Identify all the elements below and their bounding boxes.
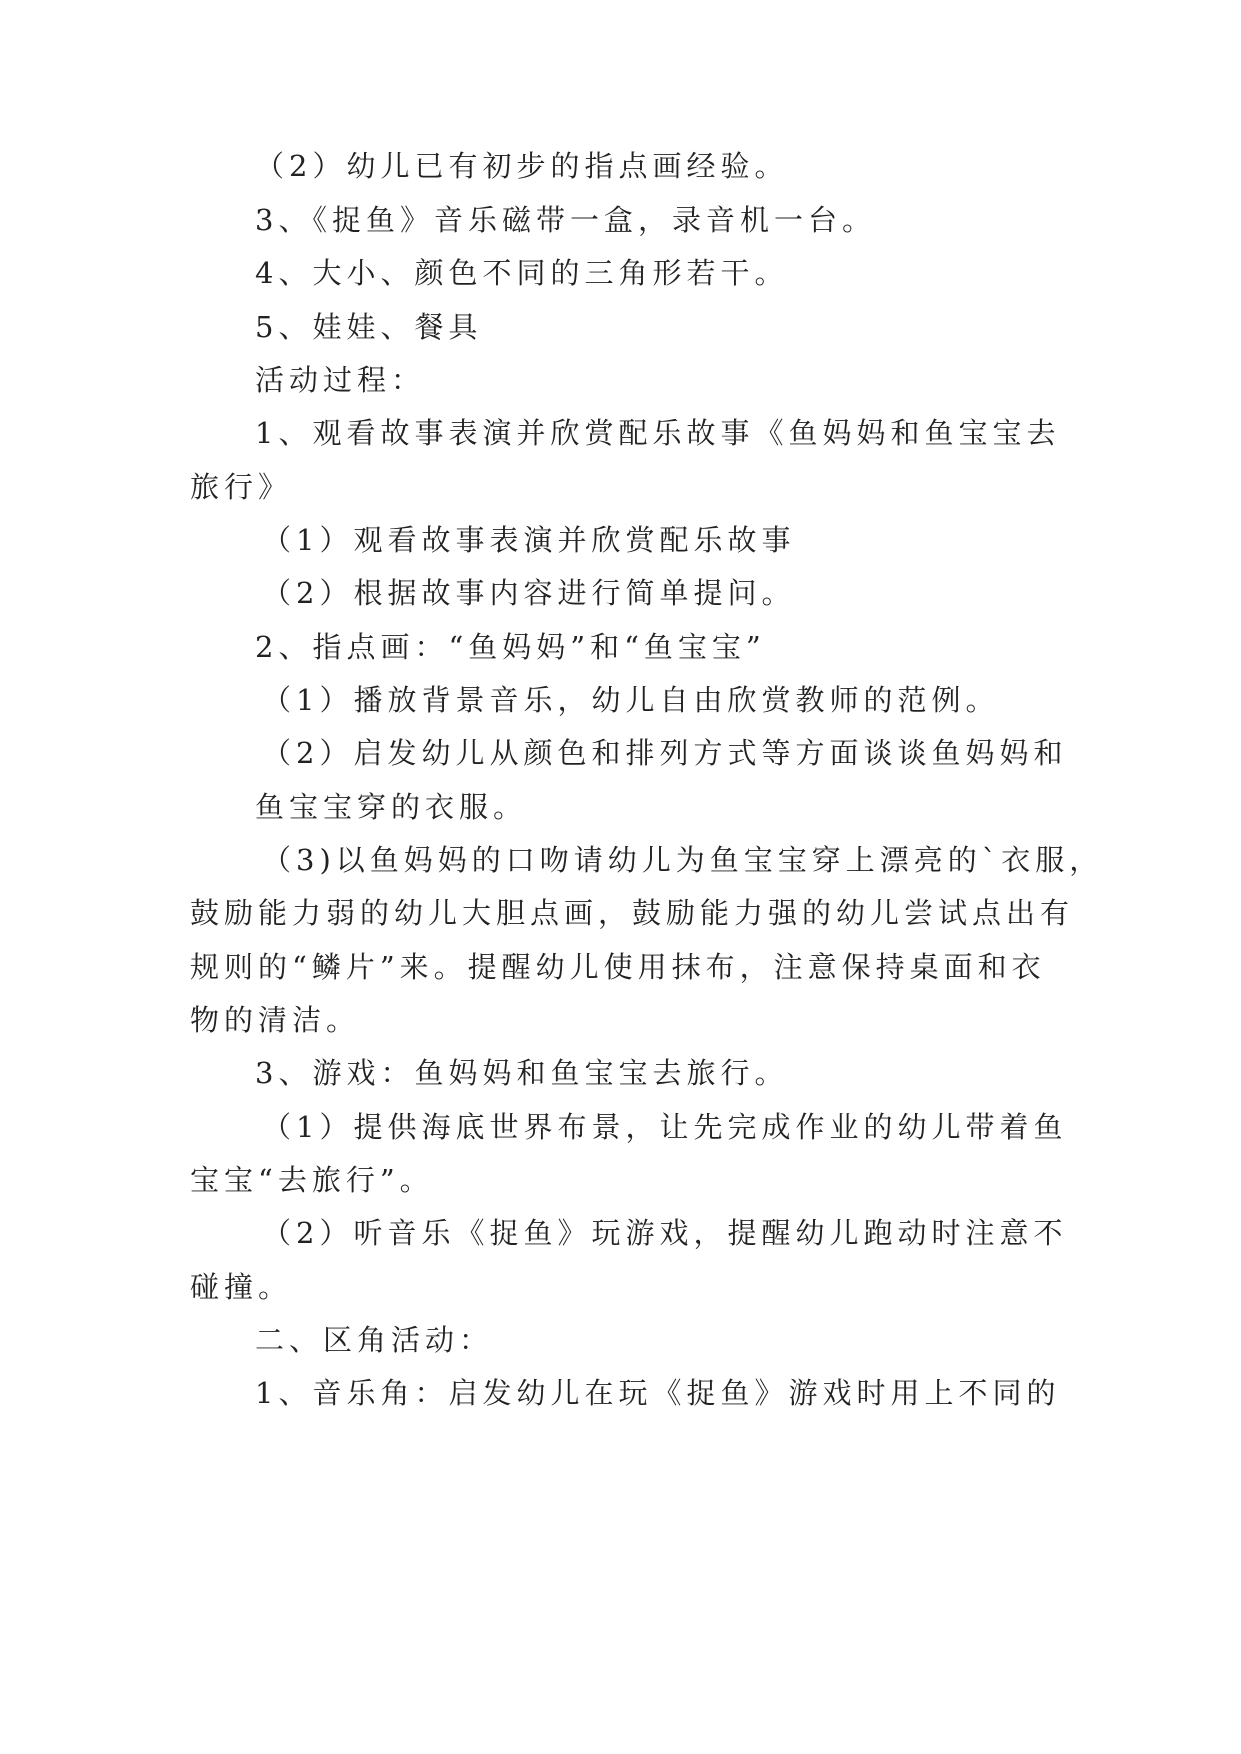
text-line: 活动过程： — [255, 363, 426, 397]
text-line: 碰撞。 — [190, 1270, 293, 1304]
text-line: 5、娃娃、餐具 — [255, 310, 483, 344]
text-line: 宝宝“去旅行”。 — [190, 1163, 434, 1197]
text-line: （2）根据故事内容进行简单提问。 — [262, 576, 796, 610]
text-line: （1）提供海底世界布景，让先完成作业的幼儿带着鱼 — [262, 1110, 1068, 1144]
text-line: 2、指点画：“鱼妈妈”和“鱼宝宝” — [255, 630, 766, 664]
text-line: 物的清洁。 — [190, 1003, 361, 1037]
text-line: （2）幼儿已有初步的指点画经验。 — [255, 149, 789, 183]
text-line: 1、观看故事表演并欣赏配乐故事《鱼妈妈和鱼宝宝去 — [255, 416, 1061, 450]
text-line: （3)以鱼妈妈的口吻请幼儿为鱼宝宝穿上漂亮的`衣服， — [262, 843, 1104, 877]
text-line: （1）播放背景音乐，幼儿自由欣赏教师的范例。 — [262, 683, 1000, 717]
text-line: 规则的“鳞片”来。提醒幼儿使用抹布，注意保持桌面和衣 — [190, 950, 1046, 984]
text-line: 3、《捉鱼》音乐磁带一盒，录音机一台。 — [255, 203, 876, 237]
text-line: 旅行》 — [190, 470, 293, 504]
text-line: 鱼宝宝穿的衣服。 — [255, 790, 528, 824]
text-line: （2）听音乐《捉鱼》玩游戏，提醒幼儿跑动时注意不 — [262, 1216, 1068, 1250]
text-line: 二、区角活动： — [255, 1323, 494, 1357]
text-line: 鼓励能力弱的幼儿大胆点画，鼓励能力强的幼儿尝试点出有 — [190, 896, 1075, 930]
text-line: 1、音乐角：启发幼儿在玩《捉鱼》游戏时用上不同的 — [255, 1376, 1061, 1410]
text-line: 3、游戏：鱼妈妈和鱼宝宝去旅行。 — [255, 1056, 789, 1090]
text-line: （2）启发幼儿从颜色和排列方式等方面谈谈鱼妈妈和 — [262, 736, 1068, 770]
text-line: （1）观看故事表演并欣赏配乐故事 — [262, 523, 796, 557]
text-line: 4、大小、颜色不同的三角形若干。 — [255, 256, 789, 290]
